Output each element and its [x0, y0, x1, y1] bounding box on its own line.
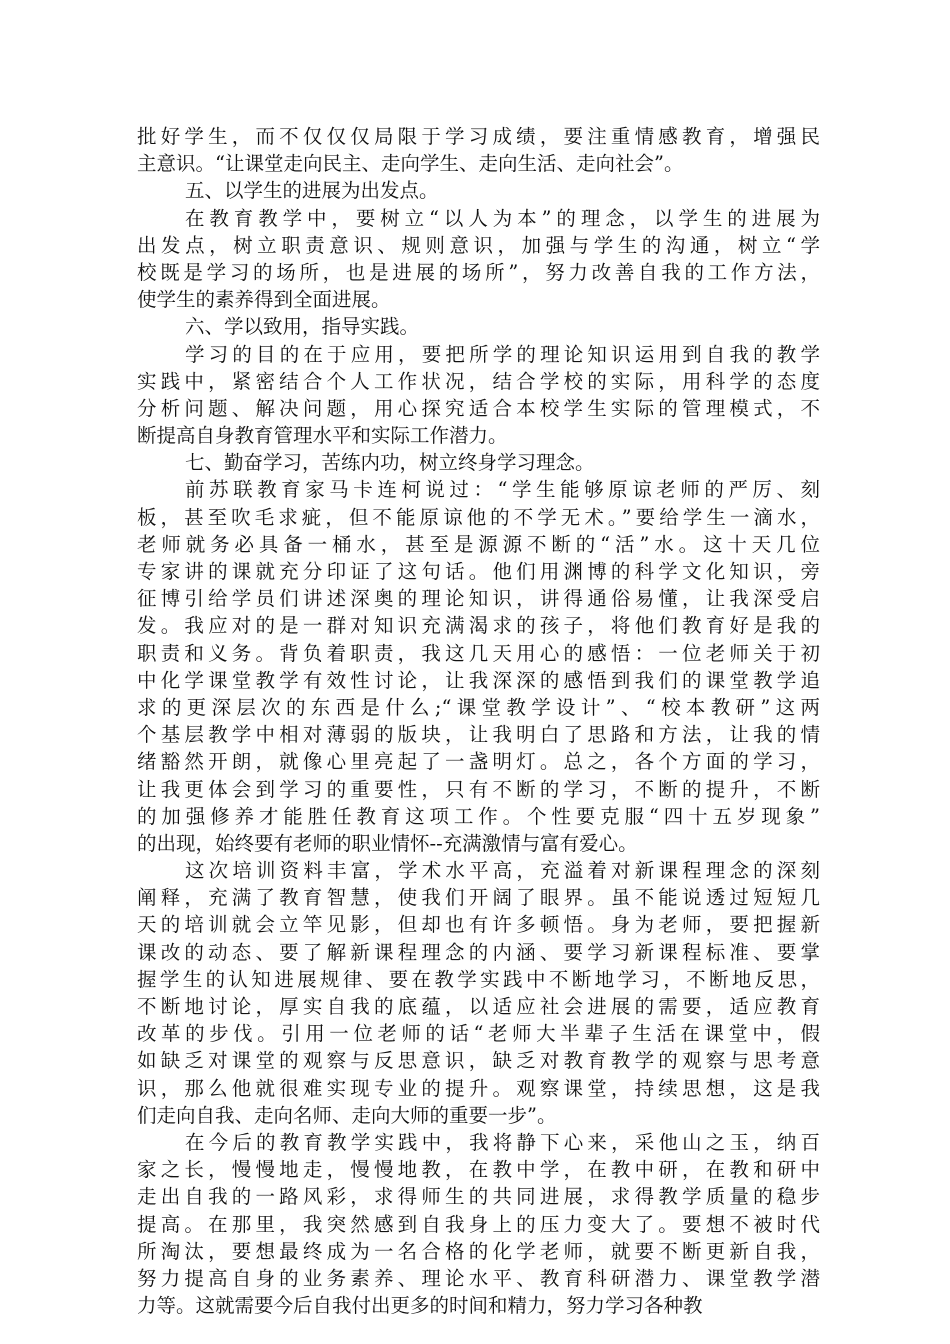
- text-line: 六、学以致用，指导实践。: [185, 315, 420, 339]
- text-line: 握学生的认知进展规律、要在教学实践中不断地学习，不断地反思，: [137, 967, 820, 991]
- text-line: 在今后的教育教学实践中，我将静下心来，采他山之玉，纳百: [185, 1130, 820, 1154]
- text-line: 七、勤奋学习，苦练内功，树立终身学习理念。: [185, 451, 595, 475]
- text-line: 实践中，紧密结合个人工作状况，结合学校的实际，用科学的态度: [137, 369, 820, 393]
- text-line: 征博引给学员们讲述深奥的理论知识，讲得通俗易懂，让我深受启: [137, 587, 820, 611]
- text-line: 所淘汰，要想最终成为一名合格的化学老师，就要不断更新自我，: [137, 1239, 820, 1263]
- text-line: 专家讲的课就充分印证了这句话。他们用渊博的科学文化知识，旁: [137, 560, 820, 583]
- paragraph: [137, 476, 820, 857]
- paragraph: [137, 341, 820, 450]
- text-line: 五、以学生的进展为出发点。: [185, 179, 439, 203]
- paragraph: [137, 123, 820, 177]
- text-line: 努力提高自身的业务素养、理论水平、教育科研潜力、课堂教学潜: [137, 1266, 820, 1290]
- text-line: 在教育教学中，要树立“以人为本”的理念，以学生的进展为: [185, 206, 820, 230]
- text-line: 学习的目的在于应用，要把所学的理论知识运用到自我的教学: [185, 342, 820, 366]
- text-line: 个基层教学中相对薄弱的版块，让我明白了思路和方法，让我的情: [137, 723, 820, 747]
- text-line: 批好学生，而不仅仅仅局限于学习成绩，要注重情感教育，增强民: [137, 125, 820, 148]
- text-line: 天的培训就会立竿见影，但却也有许多顿悟。身为老师，要把握新: [137, 913, 820, 937]
- paragraph: [137, 1129, 820, 1319]
- text-line: 的出现，始终要有老师的职业情怀--充满激情与富有爱心。: [137, 831, 638, 855]
- text-line: 力等。这就需要今后自我付出更多的时间和精力，努力学习各种教: [137, 1294, 703, 1318]
- text-line: 课改的动态、要了解新课程理念的内涵、要学习新课程标准、要掌: [137, 940, 820, 964]
- text-line: 出发点，树立职责意识、规则意识，加强与学生的沟通，树立“学: [137, 233, 820, 257]
- text-line: 使学生的素养得到全面进展。: [137, 288, 391, 312]
- text-line: 如缺乏对课堂的观察与反思意识，缺乏对教育教学的观察与思考意: [137, 1049, 820, 1073]
- text-line: 校既是学习的场所，也是进展的场所”，努力改善自我的工作方法，: [137, 260, 820, 284]
- text-line: 们走向自我、走向名师、走向大师的重要一步”。: [137, 1103, 557, 1127]
- text-line: 发。我应对的是一群对知识充满渴求的孩子，将他们教育好是我的: [137, 614, 820, 638]
- text-line: 求的更深层次的东西是什么;“课堂教学设计”、“校本教研”这两: [137, 695, 820, 719]
- text-line: 走出自我的一路风彩，求得师生的共同进展，求得教学质量的稳步: [137, 1185, 820, 1209]
- text-line: 这次培训资料丰富，学术水平高，充溢着对新课程理念的深刻: [185, 859, 820, 883]
- text-line: 职责和义务。背负着职责，我这几天用心的感悟：一位老师关于初: [137, 641, 820, 665]
- text-line: 断提高自身教育管理水平和实际工作潜力。: [137, 424, 508, 448]
- paragraph: [137, 449, 820, 476]
- text-line: 前苏联教育家马卡连柯说过：“学生能够原谅老师的严厉、刻: [185, 478, 820, 502]
- text-line: 让我更体会到学习的重要性，只有不断的学习，不断的提升，不断: [137, 777, 820, 801]
- text-line: 的加强修养才能胜任教育这项工作。个性要克服“四十五岁现象”: [137, 804, 820, 828]
- text-line: 改革的步伐。引用一位老师的话“老师大半辈子生活在课堂中，假: [137, 1022, 820, 1046]
- text-line: 分析问题、解决问题，用心探究适合本校学生实际的管理模式，不: [137, 396, 820, 420]
- text-line: 识，那么他就很难实现专业的提升。观察课堂，持续思想，这是我: [137, 1076, 820, 1100]
- text-line: 老师就务必具备一桶水，甚至是源源不断的“活”水。这十天几位: [137, 532, 820, 556]
- paragraph: [137, 313, 820, 340]
- text-line: 绪豁然开朗，就像心里亮起了一盏明灯。总之，各个方面的学习，: [137, 750, 820, 774]
- paragraph: [137, 857, 820, 1129]
- text-line: 提高。在那里，我突然感到自我身上的压力变大了。要想不被时代: [137, 1212, 820, 1236]
- paragraph: [137, 205, 820, 314]
- text-line: 中化学课堂教学有效性讨论，让我深深的感悟到我们的课堂教学追: [137, 668, 820, 692]
- text-line: 主意识。“让课堂走向民主、走向学生、走向生活、走向社会”。: [137, 152, 684, 176]
- text-line: 板，甚至吹毛求疵，但不能原谅他的不学无术。”要给学生一滴水，: [137, 505, 820, 529]
- text-line: 阐释，充满了教育智慧，使我们开阔了眼界。虽不能说透过短短几: [137, 886, 820, 910]
- text-line: 不断地讨论，厚实自我的底蕴，以适应社会进展的需要，适应教育: [137, 995, 820, 1018]
- paragraph: [137, 177, 820, 204]
- text-line: 家之长，慢慢地走，慢慢地教，在教中学，在教中研，在教和研中: [137, 1158, 820, 1182]
